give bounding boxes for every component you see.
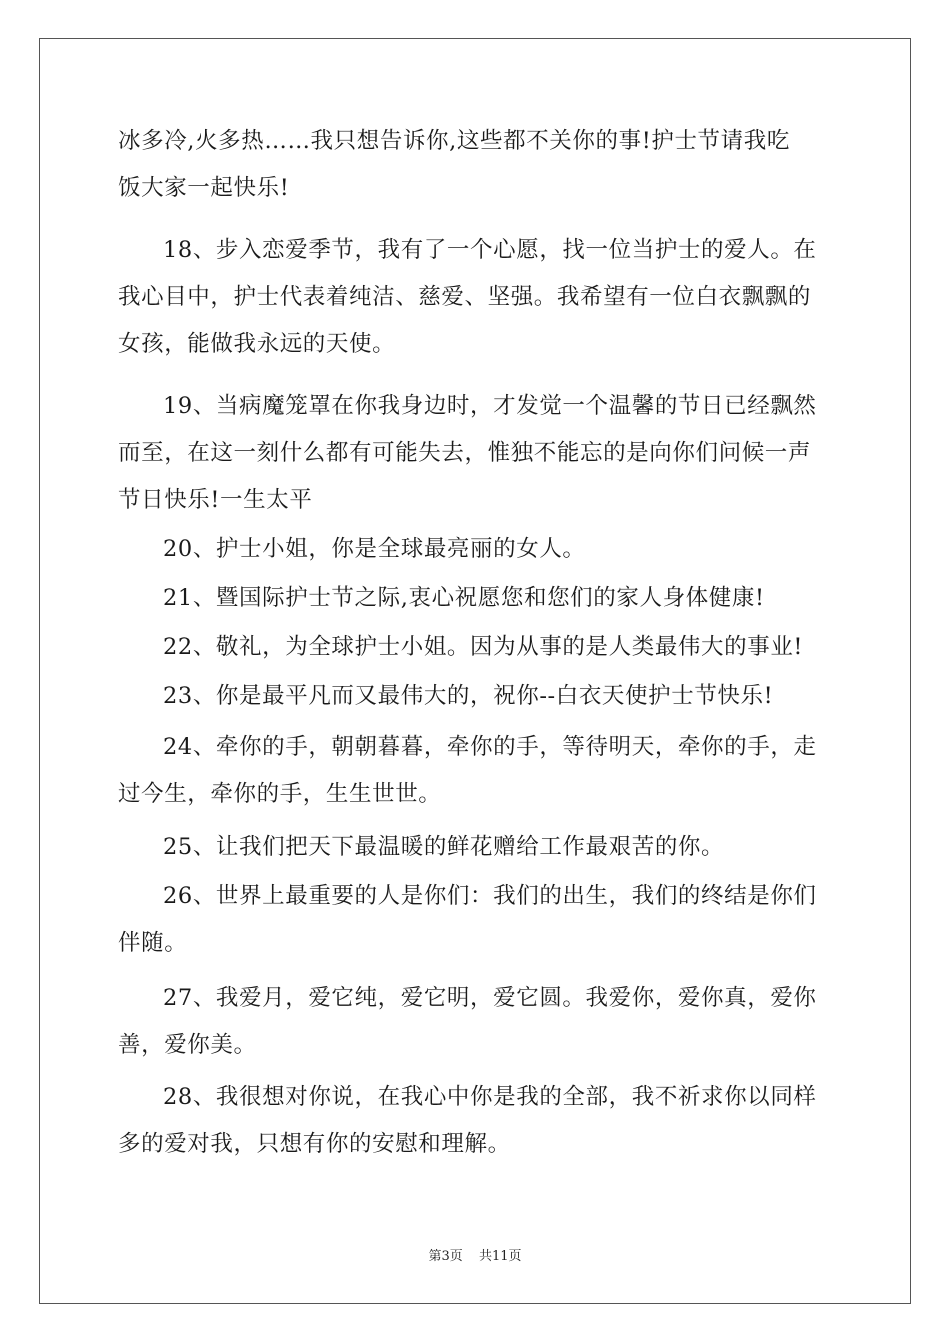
text-line: 过今生，牵你的手，生生世世。 xyxy=(118,781,442,807)
paragraph-21: 21、暨国际护士节之际,衷心祝愿您和您们的家人身体健康! xyxy=(163,585,765,611)
text-line: 饭大家一起快乐! xyxy=(118,175,290,201)
paragraph-26-line-1: 26、世界上最重要的人是你们：我们的出生，我们的终结是你们 xyxy=(163,883,817,909)
text-line: 伴随。 xyxy=(118,930,188,956)
paragraph-22: 22、敬礼，为全球护士小姐。因为从事的是人类最伟大的事业! xyxy=(163,634,804,660)
text-line: 冰多冷,火多热……我只想告诉你,这些都不关你的事!护士节请我吃 xyxy=(118,128,790,154)
text-line: 女孩，能做我永远的天使。 xyxy=(118,331,396,357)
text-line: 而至，在这一刻什么都有可能失去，惟独不能忘的是向你们问候一声 xyxy=(118,440,812,466)
page-number: 第3页 xyxy=(428,1249,463,1264)
text-line: 善，爱你美。 xyxy=(118,1032,257,1058)
paragraph-28-line-1: 28、我很想对你说，在我心中你是我的全部，我不祈求你以同样 xyxy=(163,1084,817,1110)
paragraph-23: 23、你是最平凡而又最伟大的，祝你--白衣天使护士节快乐! xyxy=(163,683,774,709)
text-line: 节日快乐!一生太平 xyxy=(118,487,313,513)
paragraph-27-line-1: 27、我爱月，爱它纯，爱它明，爱它圆。我爱你，爱你真，爱你 xyxy=(163,985,817,1011)
paragraph-25: 25、让我们把天下最温暖的鲜花赠给工作最艰苦的你。 xyxy=(163,834,725,860)
paragraph-20: 20、护士小姐，你是全球最亮丽的女人。 xyxy=(163,536,586,562)
total-pages: 共11页 xyxy=(478,1249,522,1264)
paragraph-24-line-1: 24、牵你的手，朝朝暮暮，牵你的手，等待明天，牵你的手，走 xyxy=(163,734,817,760)
page-border xyxy=(39,38,911,1304)
paragraph-19-line-1: 19、当病魔笼罩在你我身边时，才发觉一个温馨的节日已经飘然 xyxy=(163,393,817,419)
paragraph-18-line-1: 18、步入恋爱季节，我有了一个心愿，找一位当护士的爱人。在 xyxy=(163,237,817,263)
text-line: 多的爱对我，只想有你的安慰和理解。 xyxy=(118,1131,511,1157)
text-line: 我心目中，护士代表着纯洁、慈爱、坚强。我希望有一位白衣飘飘的 xyxy=(118,284,812,310)
page-footer xyxy=(0,1249,950,1265)
